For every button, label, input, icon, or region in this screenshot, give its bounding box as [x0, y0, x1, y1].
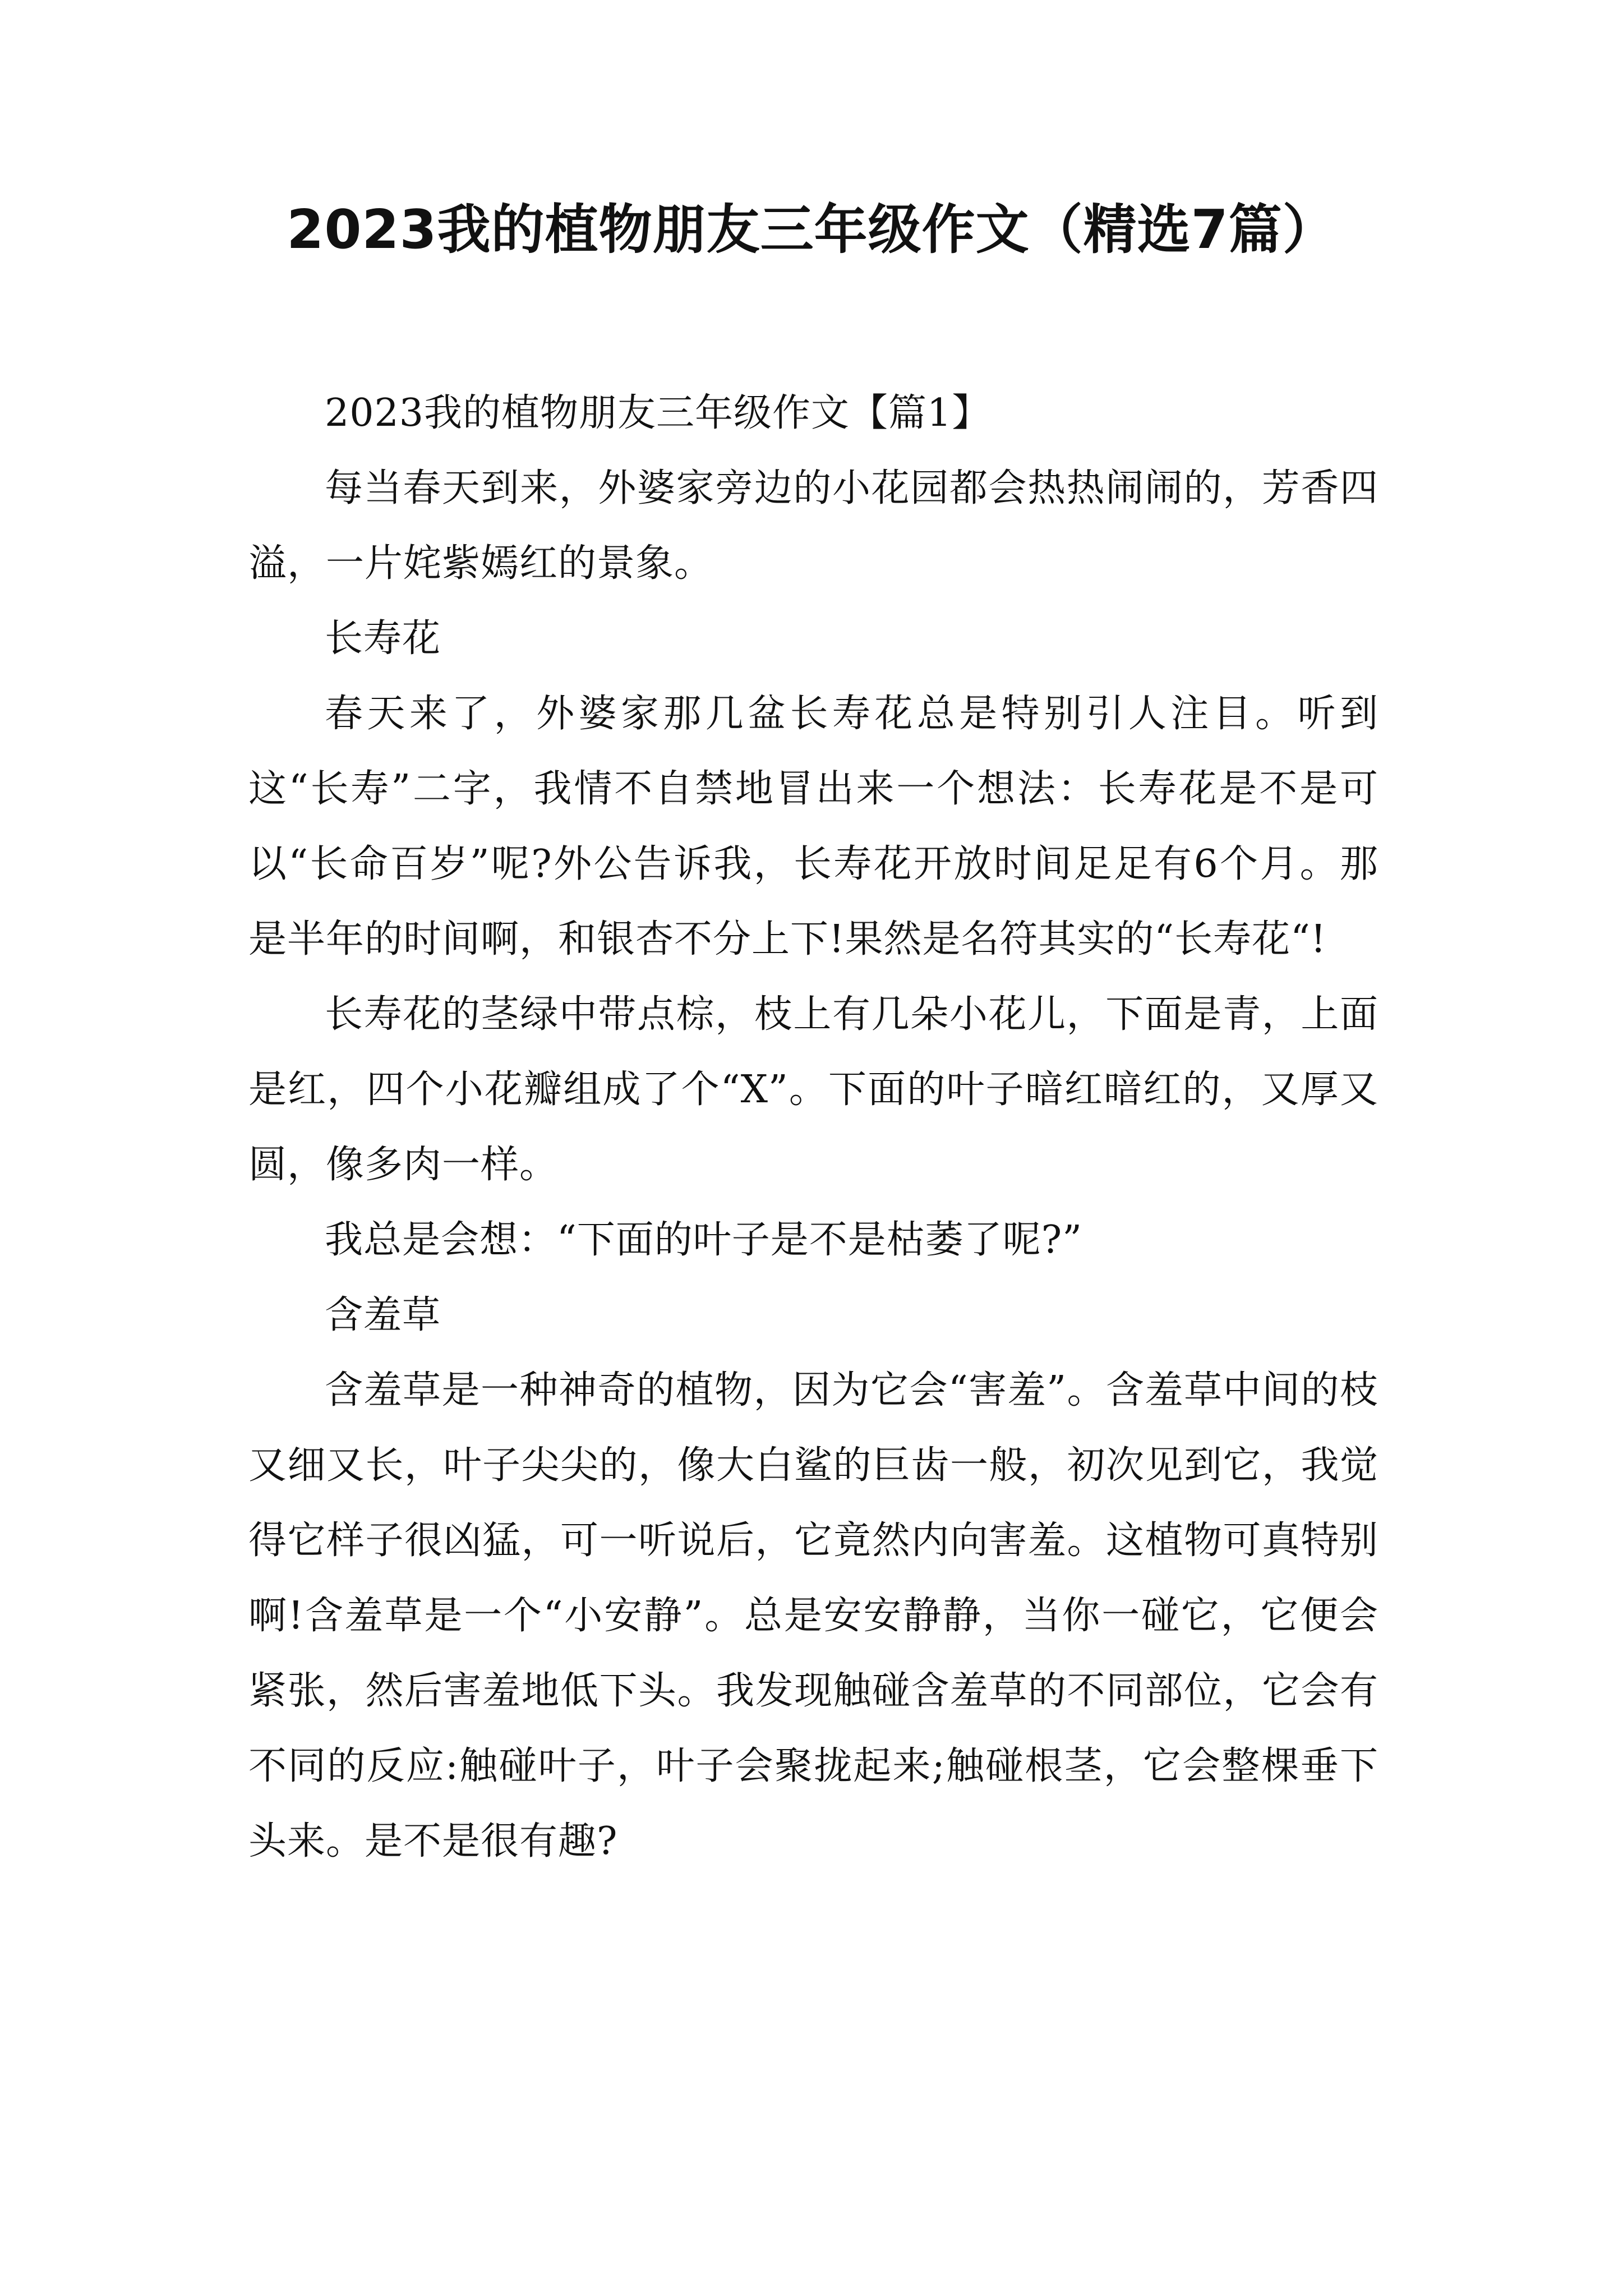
- document-title: 2023我的植物朋友三年级作文（精选7篇）: [287, 199, 1336, 261]
- paragraph: 含羞草是一种神奇的植物，因为它会“害羞”。含羞草中间的枝又细又长，叶子尖尖的，像大白鲨的巨齿一般，初次见到它，我觉得它样子很凶猛，可一听说后，它竟然内向害羞。这植物可真特别啊!含羞草是一个“小安静”。总是安安静静，当你一碰它，它便会紧张，然后害羞地低下头。我发现触碰含羞草的不同部位，它会有不同的反应:触碰叶子，叶子会聚拢起来;触碰根茎，它会整棵垂下头来。是不是很有趣?: [248, 1368, 1378, 1864]
- paragraph: 长寿花的茎绿中带点棕，枝上有几朵小花儿，下面是青，上面是红，四个小花瓣组成了个“X”。下面的叶子暗红暗红的，又厚又圆，像多肉一样。: [248, 992, 1378, 1187]
- subheading: 长寿花: [325, 616, 441, 661]
- subheading: 含羞草: [325, 1293, 441, 1337]
- paragraph: 每当春天到来，外婆家旁边的小花园都会热热闹闹的，芳香四溢，一片姹紫嫣红的景象。: [248, 466, 1378, 586]
- paragraph: 我总是会想：“下面的叶子是不是枯萎了呢?”: [325, 1218, 1082, 1262]
- document-body: [248, 376, 1378, 1879]
- section-heading: 2023我的植物朋友三年级作文【篇1】: [325, 391, 991, 435]
- paragraph: 春天来了，外婆家那几盆长寿花总是特别引人注目。听到这“长寿”二字，我情不自禁地冒出来一个想法：长寿花是不是可以“长命百岁”呢?外公告诉我，长寿花开放时间足足有6个月。那是半年的时间啊，和银杏不分上下!果然是名符其实的“长寿花“!: [248, 692, 1378, 961]
